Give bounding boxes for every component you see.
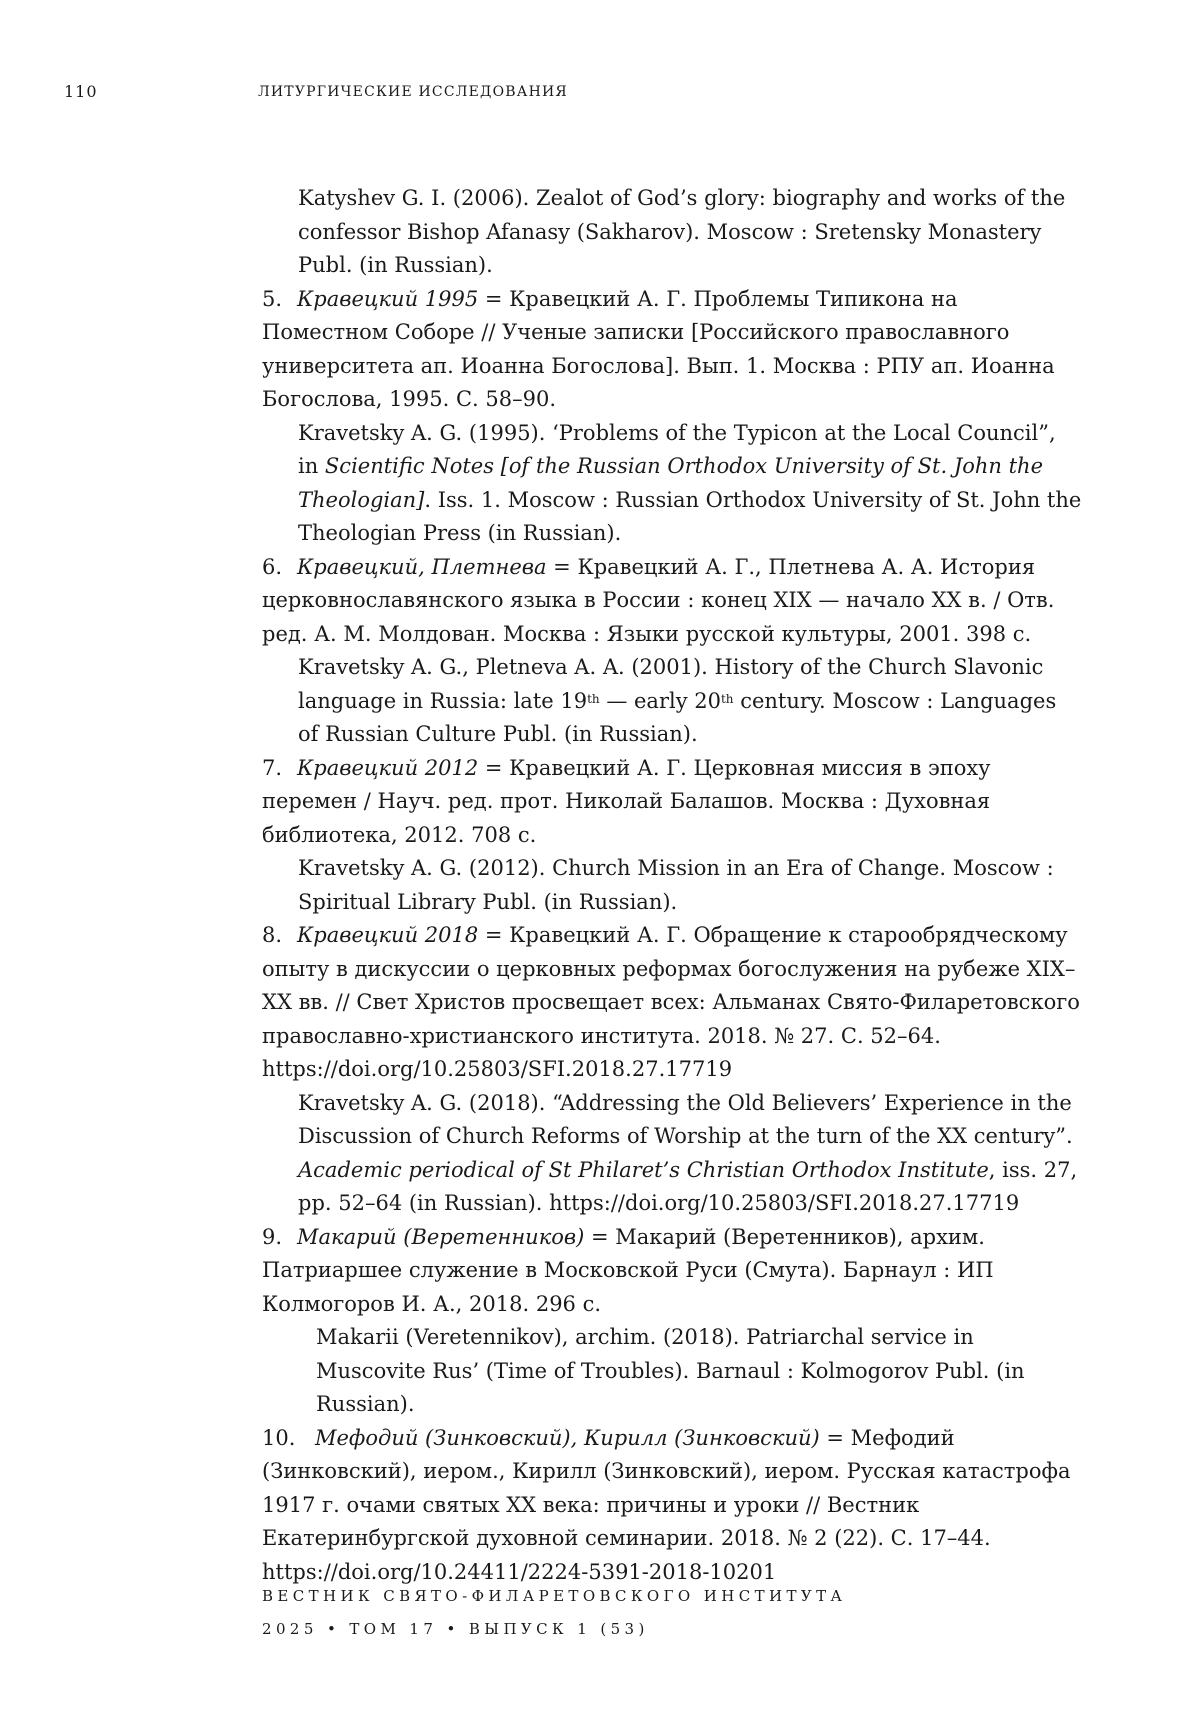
- reference-10: [262, 1422, 1082, 1590]
- reference-number: 8.: [262, 919, 297, 953]
- reference-5: [262, 283, 1082, 417]
- translit-text: , iss. 27, pp. 52–64 (in Russian). https://doi.org/10.25803/SFI.2018.27.17719: [298, 1158, 1077, 1216]
- reference-7: [262, 752, 1082, 853]
- translit-text: Kravetsky A. G., Pletneva A. A. (2001). History of the Church Slavonic language in Russia: late 19: [298, 655, 1043, 713]
- reference-key: Мефодий (Зинковский), Кирилл (Зинковский): [315, 1426, 820, 1450]
- reference-6: [262, 551, 1082, 652]
- reference-number: 9.: [262, 1221, 297, 1255]
- reference-text: = Кравецкий А. Г., Плетнева А. А. История церковнославянского языка в России : конец XIX — начало XX в. / Отв. ред. А. М. Молдован. Москва : Языки русской культуры, 2001. 398 с.: [262, 555, 1054, 646]
- reference-text: = Кравецкий А. Г. Обращение к старообрядческому опыту в дискуссии о церковных реформах богослужения на рубеже XIX–XX вв. // Свет Христов просвещает всех: Альманах Свято-Филаретовского православно-христианского института. 2018. № 27. С. 52–64. https://doi.org/10.25803/SFI.2018.27.17719: [262, 923, 1080, 1081]
- reference-9-transliteration: Makarii (Veretennikov), archim. (2018). Patriarchal service in Muscovite Rus’ (Time of Troubles). Barnaul : Kolmogorov Publ. (in Russian).: [316, 1321, 1082, 1422]
- reference-text: = Кравецкий А. Г. Проблемы Типикона на Поместном Соборе // Ученые записки [Российского православного университета ап. Иоанна Богослова]. Вып. 1. Москва : РПУ ап. Иоанна Богослова, 1995. С. 58–90.: [262, 287, 1055, 412]
- translit-text: century. Moscow : Languages of Russian Culture Publ. (in Russian).: [298, 689, 1056, 747]
- superscript: th: [587, 692, 600, 706]
- reference-8-transliteration: [298, 1087, 1082, 1221]
- reference-text: = Макарий (Веретенников), архим. Патриаршее служение в Московской Руси (Смута). Барнаул : ИП Колмогоров И. А., 2018. 296 с.: [262, 1225, 994, 1316]
- translit-text: Kravetsky A. G. (2018). “Addressing the Old Believers’ Experience in the Discussion of Church Reforms of Worship at the turn of the XX century”.: [298, 1091, 1073, 1149]
- reference-key: Кравецкий 2012: [297, 756, 478, 780]
- reference-9: [262, 1221, 1082, 1322]
- reference-number: 7.: [262, 752, 297, 786]
- translit-title: Scientific Notes [of the Russian Orthodox University of St. John the Theologian]: [298, 454, 1043, 512]
- translit-title: Academic periodical of St Philaret’s Christian Orthodox Institute: [298, 1158, 989, 1182]
- reference-list: [262, 182, 1082, 1589]
- superscript: th: [721, 692, 734, 706]
- reference-6-transliteration: [298, 651, 1082, 752]
- translit-text: Kravetsky A. G. (1995). ‘Problems of the Typicon at the Local Council”, in: [298, 421, 1056, 479]
- footer-journal-title: ВЕСТНИК СВЯТО-ФИЛАРЕТОВСКОГО ИНСТИТУТА: [262, 1587, 846, 1605]
- reference-key: Кравецкий 1995: [297, 287, 478, 311]
- reference-number: 6.: [262, 551, 297, 585]
- translit-text: . Iss. 1. Moscow : Russian Orthodox University of St. John the Theologian Press (in Russian).: [298, 488, 1081, 546]
- reference-number: 5.: [262, 283, 297, 317]
- reference-4-transliteration: Katyshev G. I. (2006). Zealot of God’s glory: biography and works of the confessor Bishop Afanasy (Sakharov). Moscow : Sretensky Monastery Publ. (in Russian).: [298, 182, 1082, 283]
- running-title: ЛИТУРГИЧЕСКИЕ ИССЛЕДОВАНИЯ: [258, 84, 568, 100]
- reference-5-transliteration: [298, 417, 1082, 551]
- footer-issue-info: 2025 • ТОМ 17 • ВЫПУСК 1 (53): [262, 1620, 649, 1638]
- reference-key: Кравецкий, Плетнева: [297, 555, 547, 579]
- reference-number: 10.: [262, 1422, 315, 1456]
- reference-text: = Кравецкий А. Г. Церковная миссия в эпоху перемен / Науч. ред. прот. Николай Балашов. Москва : Духовная библиотека, 2012. 708 с.: [262, 756, 991, 847]
- reference-text: = Мефодий (Зинковский), иером., Кирилл (Зинковский), иером. Русская катастрофа 1917 г. очами святых XX века: причины и уроки // Вестник Екатеринбургской духовной семинарии. 2018. № 2 (22). С. 17–44. https://doi.org/10.24411/2224-5391-2018-10201: [262, 1426, 1070, 1584]
- translit-text: — early 20: [600, 689, 721, 713]
- reference-key: Кравецкий 2018: [297, 923, 478, 947]
- reference-7-transliteration: Kravetsky A. G. (2012). Church Mission in an Era of Change. Moscow : Spiritual Library Publ. (in Russian).: [298, 852, 1082, 919]
- reference-key: Макарий (Веретенников): [297, 1225, 584, 1249]
- reference-8: [262, 919, 1082, 1087]
- page-number: 110: [64, 82, 98, 101]
